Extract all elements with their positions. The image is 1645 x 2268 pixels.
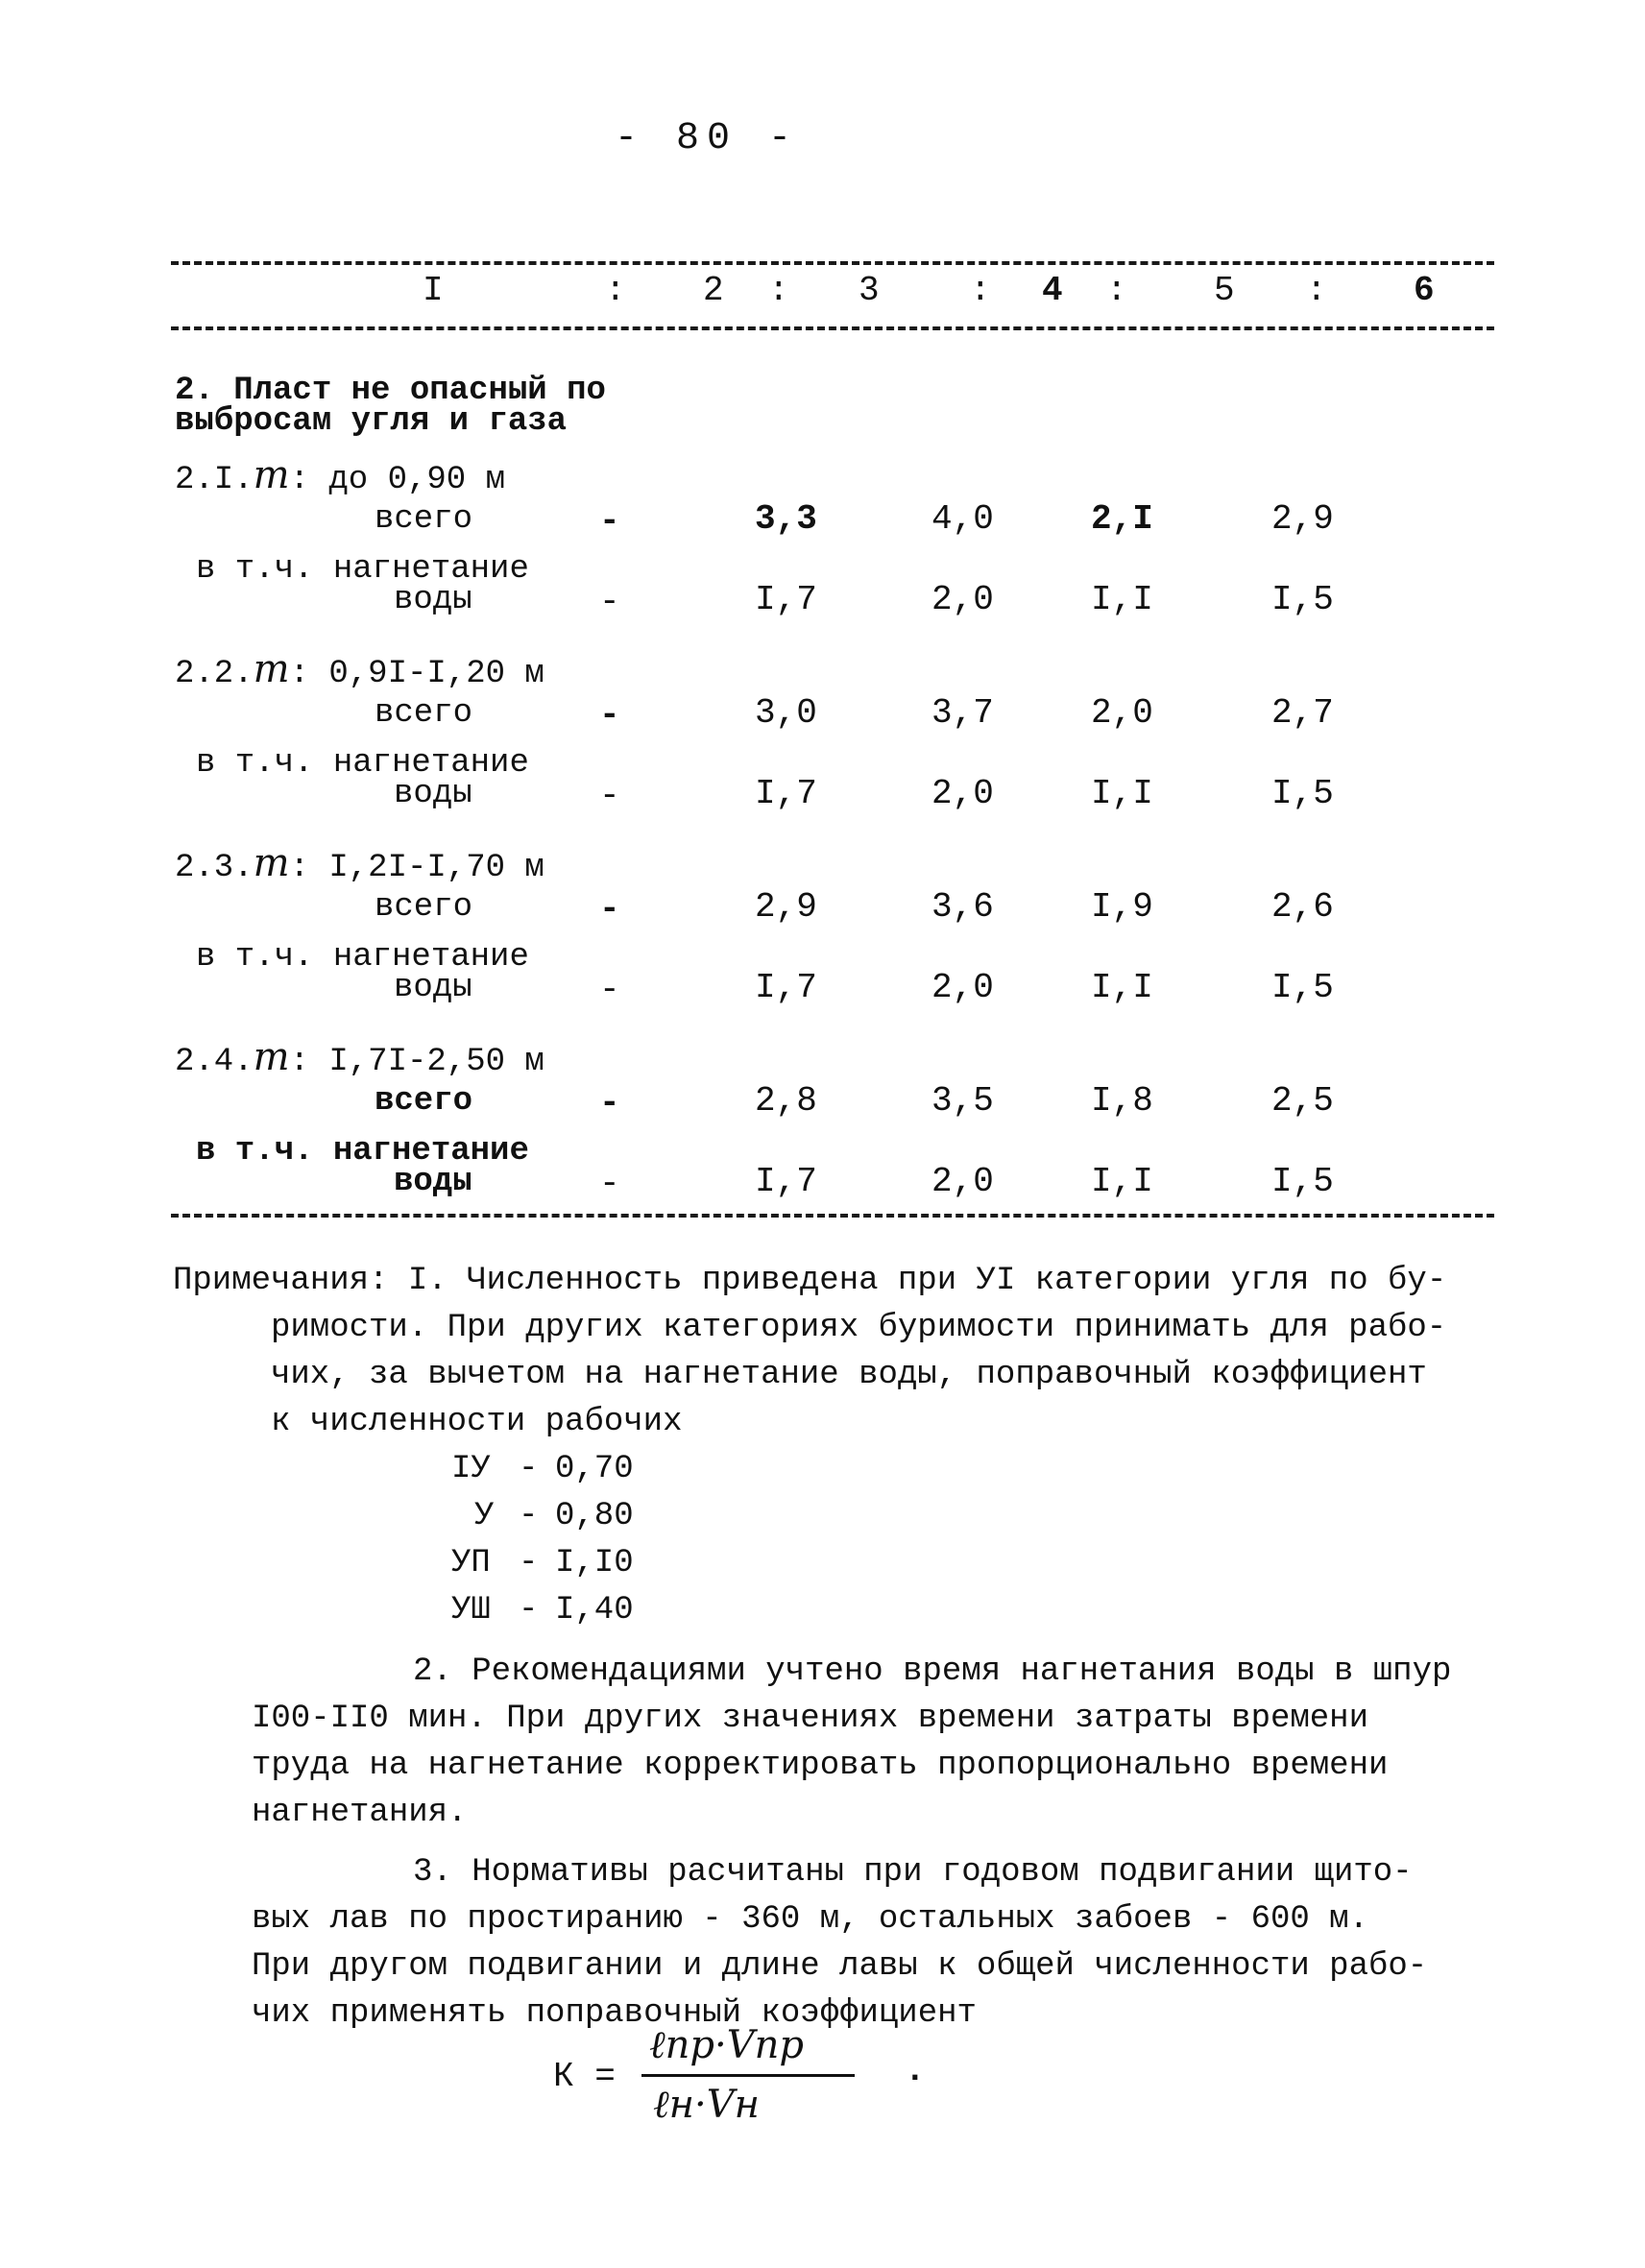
note-line: вых лав по простиранию - 360 м, остальных забоев - 600 м. bbox=[252, 1901, 1368, 1938]
col-header-6: 6 bbox=[1414, 271, 1435, 310]
row-dash: - bbox=[599, 501, 620, 541]
table-cell: 2,I bbox=[1091, 499, 1153, 539]
note-line: 2. Рекомендациями учтено время нагнетания воды в шпур bbox=[413, 1653, 1452, 1690]
row-label-incl: воды bbox=[394, 1164, 472, 1200]
coef-value: 0,70 bbox=[555, 1451, 634, 1487]
col-separator: : bbox=[1306, 271, 1327, 310]
table-cell: I,5 bbox=[1271, 774, 1334, 813]
col-separator: : bbox=[970, 271, 991, 310]
group-heading: 2.2.m: 0,9I-I,20 м bbox=[175, 647, 544, 692]
row-label-total: всего bbox=[375, 501, 473, 538]
formula-numerator: ℓпр·Vпр bbox=[649, 2023, 804, 2067]
formula-lhs: К = bbox=[553, 2057, 616, 2096]
group-heading: 2.4.m: I,7I-2,50 м bbox=[175, 1035, 544, 1080]
formula-denominator: ℓн·Vн bbox=[653, 2083, 760, 2127]
row-dash: - bbox=[599, 1164, 620, 1203]
table-cell: I,9 bbox=[1091, 887, 1153, 927]
row-label-incl: воды bbox=[394, 776, 472, 812]
table-cell: 3,3 bbox=[755, 499, 817, 539]
coef-dash: - bbox=[519, 1545, 539, 1581]
table-cell: I,7 bbox=[755, 1162, 817, 1201]
col-separator: : bbox=[1106, 271, 1127, 310]
table-cell: 2,0 bbox=[1091, 693, 1153, 733]
table-cell: 2,6 bbox=[1271, 887, 1334, 927]
row-dash: - bbox=[599, 776, 620, 815]
table-cell: I,I bbox=[1091, 968, 1153, 1007]
col-separator: : bbox=[605, 271, 626, 310]
coef-category: IУ bbox=[451, 1451, 491, 1487]
table-cell: I,I bbox=[1091, 580, 1153, 619]
group-heading: 2.3.m: I,2I-I,70 м bbox=[175, 841, 544, 886]
table-cell: 3,6 bbox=[931, 887, 994, 927]
coef-value: I,40 bbox=[555, 1592, 634, 1629]
fraction-bar bbox=[641, 2074, 855, 2077]
col-header-4: 4 bbox=[1042, 271, 1063, 310]
section-title: 2. Пласт не опасный по bbox=[175, 373, 606, 409]
table-cell: 2,0 bbox=[931, 580, 994, 619]
table-cell: 2,0 bbox=[931, 1162, 994, 1201]
note-line: римости. При других категориях буримости принимать для рабо- bbox=[271, 1310, 1447, 1346]
col-separator: : bbox=[768, 271, 789, 310]
table-cell: I,I bbox=[1091, 1162, 1153, 1201]
row-label-total: всего bbox=[375, 889, 473, 926]
note-line: I00-II0 мин. При других значениях времени затраты времени bbox=[252, 1701, 1368, 1737]
coef-category: УШ bbox=[451, 1592, 491, 1629]
row-dash: - bbox=[599, 582, 620, 621]
table-cell: 2,9 bbox=[755, 887, 817, 927]
table-bottom-rule bbox=[171, 1214, 1494, 1218]
coef-category: УП bbox=[451, 1545, 491, 1581]
formula-end: . bbox=[905, 2051, 926, 2090]
coef-value: I,I0 bbox=[555, 1545, 634, 1581]
table-cell: I,5 bbox=[1271, 1162, 1334, 1201]
row-label-incl: в т.ч. нагнетание bbox=[196, 939, 529, 976]
note-line: нагнетания. bbox=[252, 1795, 468, 1831]
row-label-total: всего bbox=[375, 1083, 473, 1120]
table-cell: 2,0 bbox=[931, 968, 994, 1007]
table-cell: 4,0 bbox=[931, 499, 994, 539]
row-label-incl: в т.ч. нагнетание bbox=[196, 745, 529, 782]
row-dash: - bbox=[599, 695, 620, 735]
table-cell: 2,5 bbox=[1271, 1081, 1334, 1121]
row-label-incl: в т.ч. нагнетание bbox=[196, 551, 529, 588]
note-line: чих применять поправочный коэффициент bbox=[252, 1995, 977, 2032]
note-line: 3. Нормативы расчитаны при годовом подвигании щито- bbox=[413, 1854, 1413, 1891]
coef-value: 0,80 bbox=[555, 1498, 634, 1534]
coef-dash: - bbox=[519, 1498, 539, 1534]
note-line: к численности рабочих bbox=[271, 1404, 683, 1440]
row-label-total: всего bbox=[375, 695, 473, 732]
col-header-3: 3 bbox=[859, 271, 880, 310]
table-cell: 3,0 bbox=[755, 693, 817, 733]
table-cell: I,7 bbox=[755, 580, 817, 619]
table-cell: I,7 bbox=[755, 968, 817, 1007]
row-label-incl: воды bbox=[394, 582, 472, 618]
coef-dash: - bbox=[519, 1451, 539, 1487]
table-header-rule bbox=[171, 326, 1494, 330]
row-label-incl: в т.ч. нагнетание bbox=[196, 1133, 529, 1170]
col-header-1: I bbox=[423, 271, 444, 310]
row-dash: - bbox=[599, 1083, 620, 1122]
coef-category: У bbox=[474, 1498, 495, 1534]
table-cell: I,8 bbox=[1091, 1081, 1153, 1121]
table-cell: 3,5 bbox=[931, 1081, 994, 1121]
table-cell: 3,7 bbox=[931, 693, 994, 733]
row-dash: - bbox=[599, 970, 620, 1009]
table-cell: 2,0 bbox=[931, 774, 994, 813]
table-cell: I,5 bbox=[1271, 968, 1334, 1007]
table-cell: 2,7 bbox=[1271, 693, 1334, 733]
table-cell: I,5 bbox=[1271, 580, 1334, 619]
section-title: выбросам угля и газа bbox=[175, 403, 568, 440]
row-label-incl: воды bbox=[394, 970, 472, 1006]
note-line: чих, за вычетом на нагнетание воды, поправочный коэффициент bbox=[271, 1357, 1427, 1393]
page-number: - 80 - bbox=[615, 117, 800, 160]
row-dash: - bbox=[599, 889, 620, 929]
col-header-2: 2 bbox=[703, 271, 724, 310]
table-cell: 2,9 bbox=[1271, 499, 1334, 539]
table-cell: I,7 bbox=[755, 774, 817, 813]
group-heading: 2.I.m: до 0,90 м bbox=[175, 453, 505, 498]
table-cell: I,I bbox=[1091, 774, 1153, 813]
note-line: При другом подвигании и длине лавы к общей численности рабо- bbox=[252, 1948, 1428, 1985]
note-line: труда на нагнетание корректировать пропорционально времени bbox=[252, 1748, 1389, 1784]
col-header-5: 5 bbox=[1214, 271, 1235, 310]
note-line: Примечания: I. Численность приведена при УI категории угля по бу- bbox=[173, 1263, 1447, 1299]
coef-dash: - bbox=[519, 1592, 539, 1629]
table-cell: 2,8 bbox=[755, 1081, 817, 1121]
table-top-rule bbox=[171, 261, 1494, 265]
